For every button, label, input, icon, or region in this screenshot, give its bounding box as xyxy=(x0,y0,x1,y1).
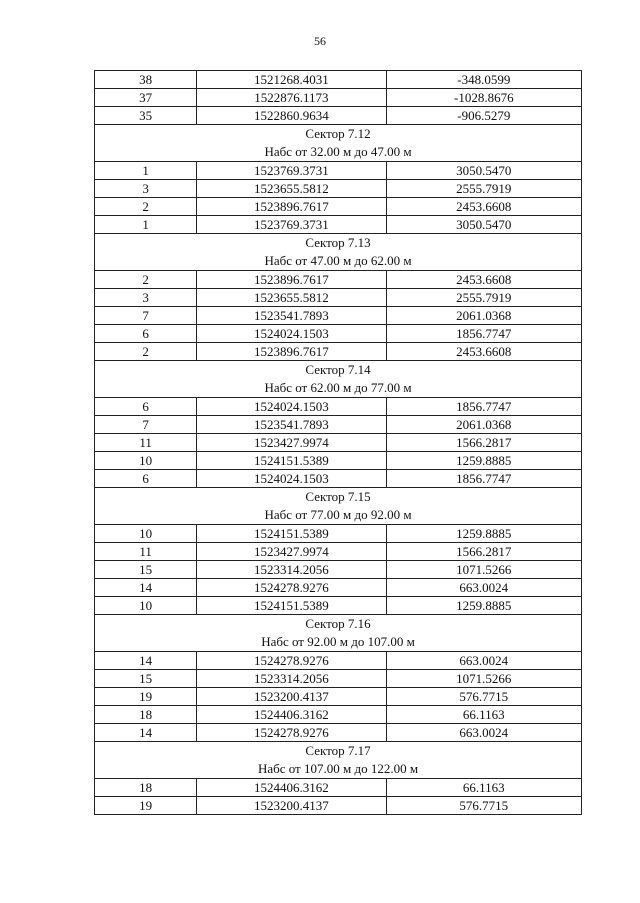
y-coordinate-cell: 66.1163 xyxy=(386,706,581,724)
x-coordinate-cell: 1524406.3162 xyxy=(197,779,386,797)
y-coordinate-cell: 663.0024 xyxy=(386,652,581,670)
x-coordinate-cell: 1524278.9276 xyxy=(197,579,386,597)
y-coordinate-cell: 1856.7747 xyxy=(386,470,581,488)
sector-title: Сектор 7.17 xyxy=(305,743,371,758)
point-number-cell: 37 xyxy=(95,89,197,107)
x-coordinate-cell: 1523200.4137 xyxy=(197,688,386,706)
sector-title: Сектор 7.13 xyxy=(305,235,371,250)
x-coordinate-cell: 1524278.9276 xyxy=(197,652,386,670)
point-number-cell: 38 xyxy=(95,71,197,89)
x-coordinate-cell: 1523769.3731 xyxy=(197,162,386,180)
point-number-cell: 10 xyxy=(95,525,197,543)
table-row xyxy=(95,670,582,688)
point-number-cell: 14 xyxy=(95,724,197,742)
table-row xyxy=(95,343,582,361)
table-row xyxy=(95,162,582,180)
coordinates-table xyxy=(94,70,582,815)
y-coordinate-cell: 663.0024 xyxy=(386,579,581,597)
y-coordinate-cell: 2061.0368 xyxy=(386,307,581,325)
sector-header-row xyxy=(95,742,582,779)
sector-header-cell xyxy=(95,234,582,271)
table-row xyxy=(95,724,582,742)
point-number-cell: 7 xyxy=(95,307,197,325)
point-number-cell: 19 xyxy=(95,797,197,815)
sector-title: Сектор 7.12 xyxy=(305,126,371,141)
y-coordinate-cell: 3050.5470 xyxy=(386,162,581,180)
point-number-cell: 19 xyxy=(95,688,197,706)
y-coordinate-cell: 1566.2817 xyxy=(386,543,581,561)
y-coordinate-cell: 2555.7919 xyxy=(386,180,581,198)
x-coordinate-cell: 1522876.1173 xyxy=(197,89,386,107)
y-coordinate-cell: 1856.7747 xyxy=(386,398,581,416)
x-coordinate-cell: 1524406.3162 xyxy=(197,706,386,724)
point-number-cell: 1 xyxy=(95,216,197,234)
x-coordinate-cell: 1521268.4031 xyxy=(197,71,386,89)
x-coordinate-cell: 1523896.7617 xyxy=(197,271,386,289)
table-row xyxy=(95,325,582,343)
x-coordinate-cell: 1523896.7617 xyxy=(197,198,386,216)
x-coordinate-cell: 1523655.5812 xyxy=(197,180,386,198)
table-row xyxy=(95,579,582,597)
point-number-cell: 10 xyxy=(95,452,197,470)
sector-height-range: Набс от 62.00 м до 77.00 м xyxy=(264,380,412,395)
table-row xyxy=(95,107,582,125)
point-number-cell: 6 xyxy=(95,325,197,343)
table-row xyxy=(95,289,582,307)
sector-header-row xyxy=(95,234,582,271)
table-row xyxy=(95,779,582,797)
point-number-cell: 2 xyxy=(95,271,197,289)
x-coordinate-cell: 1523314.2056 xyxy=(197,670,386,688)
sector-header-row xyxy=(95,125,582,162)
x-coordinate-cell: 1523896.7617 xyxy=(197,343,386,361)
y-coordinate-cell: 663.0024 xyxy=(386,724,581,742)
y-coordinate-cell: 1856.7747 xyxy=(386,325,581,343)
x-coordinate-cell: 1524278.9276 xyxy=(197,724,386,742)
point-number-cell: 15 xyxy=(95,561,197,579)
sector-header-cell xyxy=(95,361,582,398)
y-coordinate-cell: 1566.2817 xyxy=(386,434,581,452)
point-number-cell: 10 xyxy=(95,597,197,615)
x-coordinate-cell: 1522860.9634 xyxy=(197,107,386,125)
x-coordinate-cell: 1523200.4137 xyxy=(197,797,386,815)
x-coordinate-cell: 1523655.5812 xyxy=(197,289,386,307)
y-coordinate-cell: 2453.6608 xyxy=(386,271,581,289)
y-coordinate-cell: 576.7715 xyxy=(386,797,581,815)
sector-header-cell xyxy=(95,488,582,525)
sector-height-range: Набс от 107.00 м до 122.00 м xyxy=(257,761,419,776)
sector-header-cell xyxy=(95,615,582,652)
sector-header-row xyxy=(95,615,582,652)
point-number-cell: 2 xyxy=(95,198,197,216)
sector-header-row xyxy=(95,361,582,398)
y-coordinate-cell: 1071.5266 xyxy=(386,561,581,579)
table-row xyxy=(95,561,582,579)
table-row xyxy=(95,271,582,289)
point-number-cell: 11 xyxy=(95,543,197,561)
y-coordinate-cell: 2453.6608 xyxy=(386,198,581,216)
y-coordinate-cell: 3050.5470 xyxy=(386,216,581,234)
point-number-cell: 18 xyxy=(95,706,197,724)
point-number-cell: 35 xyxy=(95,107,197,125)
point-number-cell: 3 xyxy=(95,289,197,307)
y-coordinate-cell: 2453.6608 xyxy=(386,343,581,361)
x-coordinate-cell: 1523541.7893 xyxy=(197,416,386,434)
sector-title: Сектор 7.16 xyxy=(305,616,371,631)
y-coordinate-cell: 576.7715 xyxy=(386,688,581,706)
table-row xyxy=(95,398,582,416)
point-number-cell: 18 xyxy=(95,779,197,797)
table-row xyxy=(95,452,582,470)
y-coordinate-cell: 66.1163 xyxy=(386,779,581,797)
x-coordinate-cell: 1523769.3731 xyxy=(197,216,386,234)
sector-height-range: Набс от 47.00 м до 62.00 м xyxy=(264,253,412,268)
x-coordinate-cell: 1523427.9974 xyxy=(197,434,386,452)
table-row xyxy=(95,180,582,198)
table-row xyxy=(95,71,582,89)
sector-height-range: Набс от 77.00 м до 92.00 м xyxy=(264,507,412,522)
sector-header-cell xyxy=(95,742,582,779)
y-coordinate-cell: 1259.8885 xyxy=(386,525,581,543)
point-number-cell: 6 xyxy=(95,398,197,416)
table-row xyxy=(95,198,582,216)
point-number-cell: 11 xyxy=(95,434,197,452)
y-coordinate-cell: -906.5279 xyxy=(386,107,581,125)
x-coordinate-cell: 1524024.1503 xyxy=(197,325,386,343)
x-coordinate-cell: 1523314.2056 xyxy=(197,561,386,579)
table-row xyxy=(95,434,582,452)
x-coordinate-cell: 1524151.5389 xyxy=(197,525,386,543)
page-number: 56 xyxy=(314,34,326,48)
point-number-cell: 3 xyxy=(95,180,197,198)
y-coordinate-cell: 1071.5266 xyxy=(386,670,581,688)
point-number-cell: 14 xyxy=(95,579,197,597)
coordinates-table-body xyxy=(95,71,582,815)
y-coordinate-cell: 2061.0368 xyxy=(386,416,581,434)
table-row xyxy=(95,597,582,615)
sector-header-row xyxy=(95,488,582,525)
table-row xyxy=(95,416,582,434)
point-number-cell: 6 xyxy=(95,470,197,488)
sector-title: Сектор 7.14 xyxy=(305,362,371,377)
x-coordinate-cell: 1524024.1503 xyxy=(197,470,386,488)
x-coordinate-cell: 1524151.5389 xyxy=(197,597,386,615)
table-row xyxy=(95,706,582,724)
sector-title: Сектор 7.15 xyxy=(305,489,371,504)
x-coordinate-cell: 1523541.7893 xyxy=(197,307,386,325)
sector-height-range: Набс от 92.00 м до 107.00 м xyxy=(261,634,415,649)
table-row xyxy=(95,543,582,561)
y-coordinate-cell: 1259.8885 xyxy=(386,597,581,615)
table-row xyxy=(95,307,582,325)
x-coordinate-cell: 1523427.9974 xyxy=(197,543,386,561)
y-coordinate-cell: -1028.8676 xyxy=(386,89,581,107)
table-row xyxy=(95,688,582,706)
table-row xyxy=(95,216,582,234)
point-number-cell: 1 xyxy=(95,162,197,180)
y-coordinate-cell: 2555.7919 xyxy=(386,289,581,307)
sector-header-cell xyxy=(95,125,582,162)
y-coordinate-cell: -348.0599 xyxy=(386,71,581,89)
point-number-cell: 15 xyxy=(95,670,197,688)
x-coordinate-cell: 1524151.5389 xyxy=(197,452,386,470)
table-row xyxy=(95,797,582,815)
table-row xyxy=(95,89,582,107)
point-number-cell: 14 xyxy=(95,652,197,670)
y-coordinate-cell: 1259.8885 xyxy=(386,452,581,470)
table-row xyxy=(95,652,582,670)
sector-height-range: Набс от 32.00 м до 47.00 м xyxy=(264,144,412,159)
point-number-cell: 2 xyxy=(95,343,197,361)
point-number-cell: 7 xyxy=(95,416,197,434)
table-row xyxy=(95,525,582,543)
table-row xyxy=(95,470,582,488)
x-coordinate-cell: 1524024.1503 xyxy=(197,398,386,416)
